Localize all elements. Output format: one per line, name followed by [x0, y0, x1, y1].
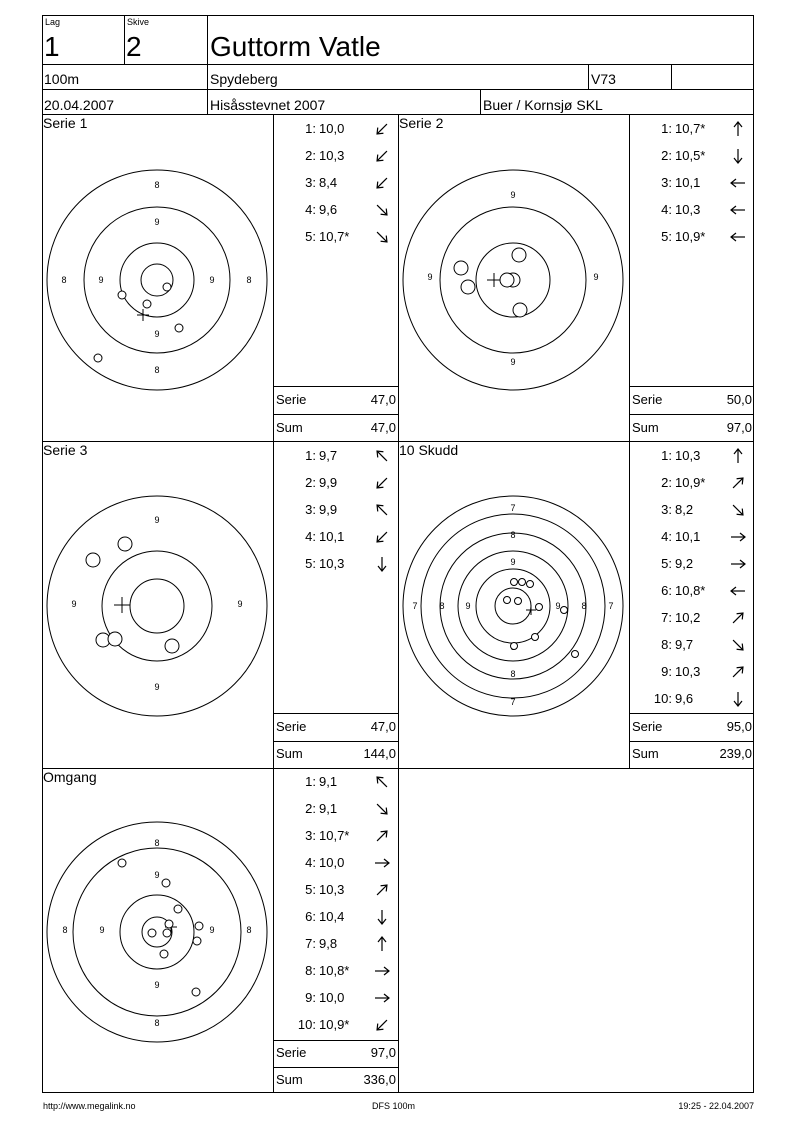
shot-number: 7: [661, 610, 672, 625]
lag-value: 1 [44, 31, 60, 62]
shot-direction-arrow-icon [373, 120, 391, 138]
shot-number: 5: [661, 229, 672, 244]
shot-direction-arrow-icon [373, 881, 391, 899]
skive-label: Skive [127, 17, 150, 27]
shot-value: 10,7* [319, 229, 350, 244]
omgang-shot-row [276, 855, 359, 870]
skudd10-target [401, 494, 625, 718]
shot-value: 10,7* [319, 828, 350, 843]
shot-direction-arrow-icon [729, 663, 747, 681]
skudd10-ring-9-right: 9 [555, 601, 561, 611]
grid-row2 [42, 441, 754, 442]
shot-number: 2: [305, 801, 316, 816]
shot-direction-arrow-icon [373, 555, 391, 573]
shot-value: 10,3 [675, 202, 701, 217]
shot-direction-arrow-icon [373, 854, 391, 872]
serie2-ring-9-left: 9 [427, 272, 433, 282]
shot-direction-arrow-icon [373, 962, 391, 980]
shot-number: 1: [305, 774, 316, 789]
shot-number: 5: [305, 882, 316, 897]
shot-number: 5: [305, 556, 316, 571]
shot-direction-arrow-icon [373, 989, 391, 1007]
serie1-sum-value: 47,0 [370, 420, 396, 435]
omgang-sum-value: 336,0 [363, 1072, 396, 1087]
shot-value: 10,9* [675, 475, 706, 490]
shot-number: 3: [661, 502, 672, 517]
shot-number: 3: [305, 828, 316, 843]
serie3-sum-label: Sum [276, 746, 303, 761]
skudd10-ring-8-left: 8 [439, 601, 445, 611]
shot-direction-arrow-icon [729, 174, 747, 192]
footer-url[interactable]: http://www.megalink.no [43, 1101, 136, 1111]
shot-direction-arrow-icon [729, 609, 747, 627]
shot-value: 10,3 [675, 664, 701, 679]
skudd10-shot-row [632, 502, 715, 517]
shot-value: 10,9* [319, 1017, 350, 1032]
shot-number: 8: [305, 963, 316, 978]
skudd10-ring-8-top: 8 [510, 530, 516, 540]
shot-value: 10,7* [675, 121, 706, 136]
serie1-shot-row [276, 121, 359, 136]
shot-direction-arrow-icon [373, 800, 391, 818]
shot-direction-arrow-icon [729, 447, 747, 465]
shot-value: 10,1 [319, 529, 345, 544]
shot-number: 3: [305, 502, 316, 517]
footer-program: DFS 100m [372, 1101, 416, 1111]
serie2-title: Serie 2 [399, 115, 444, 131]
header-vdiv-name [207, 15, 208, 115]
serie2-sum-value: 97,0 [726, 420, 752, 435]
shot-number: 5: [661, 556, 672, 571]
skudd10-ring-7-bottom: 7 [510, 697, 516, 707]
shot-value: 9,6 [675, 691, 694, 706]
shot-number: 5: [305, 229, 316, 244]
serie3-serie-label: Serie [276, 719, 307, 734]
shot-direction-arrow-icon [373, 827, 391, 845]
skudd10-shot-row [632, 583, 715, 598]
shot-value: 10,9* [675, 229, 706, 244]
date: 20.04.2007 [44, 97, 115, 113]
skudd10-sum-top [629, 713, 754, 714]
skudd10-shot-row [632, 637, 715, 652]
omgang-shot-row [276, 774, 359, 789]
serie3-target [45, 494, 269, 718]
shot-number: 3: [305, 175, 316, 190]
serie1-ring-9-left: 9 [98, 275, 104, 285]
serie2-ring-9-top: 9 [510, 190, 516, 200]
shot-value: 9,8 [319, 936, 338, 951]
shot-direction-arrow-icon [373, 147, 391, 165]
serie3-shot-row [276, 556, 359, 571]
serie1-ring-8-bottom: 8 [154, 365, 160, 375]
serie3-serie-value: 47,0 [370, 719, 396, 734]
shot-direction-arrow-icon [373, 773, 391, 791]
serie1-ring-9-top: 9 [154, 217, 160, 227]
shot-direction-arrow-icon [729, 555, 747, 573]
shot-direction-arrow-icon [373, 528, 391, 546]
shot-value: 9,1 [319, 801, 338, 816]
shooter-name: Guttorm Vatle [210, 31, 381, 62]
serie3-shot-row [276, 448, 359, 463]
serie1-sum-top [273, 386, 398, 387]
omgang-sum-top [273, 1040, 398, 1041]
shot-number: 3: [661, 175, 672, 190]
skudd10-shot-row [632, 610, 715, 625]
shot-direction-arrow-icon [729, 690, 747, 708]
omgang-ring-8-top: 8 [154, 838, 160, 848]
skudd10-serie-label: Serie [632, 719, 663, 734]
omgang-shot-row [276, 1017, 359, 1032]
serie2-shot-row [632, 121, 715, 136]
serie2-target [401, 168, 625, 392]
serie3-ring-9-bottom: 9 [154, 682, 160, 692]
shot-direction-arrow-icon [373, 201, 391, 219]
skudd10-sum-value: 239,0 [719, 746, 752, 761]
shot-number: 4: [305, 202, 316, 217]
skudd10-sum-label: Sum [632, 746, 659, 761]
place: Buer / Kornsjø SKL [483, 97, 603, 113]
shot-direction-arrow-icon [729, 201, 747, 219]
shot-value: 10,0 [319, 855, 345, 870]
skudd10-shot-row [632, 448, 715, 463]
shot-direction-arrow-icon [373, 935, 391, 953]
serie1-ring-9-bottom: 9 [154, 329, 160, 339]
shot-direction-arrow-icon [729, 228, 747, 246]
shot-number: 8: [661, 637, 672, 652]
serie1-ring-8-left: 8 [61, 275, 67, 285]
serie1-ring-9-right: 9 [209, 275, 215, 285]
grid-shots-right [629, 114, 630, 769]
skudd10-ring-9-left: 9 [465, 601, 471, 611]
serie3-shot-row [276, 529, 359, 544]
shot-direction-arrow-icon [729, 147, 747, 165]
footer-timestamp: 19:25 - 22.04.2007 [678, 1101, 754, 1111]
skudd10-title: 10 Skudd [399, 442, 459, 458]
shot-number: 4: [661, 202, 672, 217]
serie2-serie-value: 50,0 [726, 392, 752, 407]
shot-value: 9,6 [319, 202, 338, 217]
shot-number: 10: [297, 1017, 316, 1032]
serie3-title: Serie 3 [43, 442, 88, 458]
omgang-target [45, 820, 269, 1044]
shot-value: 10,0 [319, 990, 345, 1005]
serie2-shot-row [632, 229, 715, 244]
shot-value: 10,1 [675, 529, 701, 544]
serie1-sum-label: Sum [276, 420, 303, 435]
serie3-shot-row [276, 475, 359, 490]
omgang-serie-label: Serie [276, 1045, 307, 1060]
skudd10-shot-row [632, 475, 715, 490]
serie3-shot-row [276, 502, 359, 517]
serie1-shot-row [276, 148, 359, 163]
shot-direction-arrow-icon [729, 474, 747, 492]
shot-number: 9: [305, 990, 316, 1005]
skudd10-shot-row [632, 691, 715, 706]
shot-direction-arrow-icon [373, 908, 391, 926]
shot-direction-arrow-icon [729, 582, 747, 600]
serie2-ring-9-bottom: 9 [510, 357, 516, 367]
serie3-sum-top [273, 713, 398, 714]
omgang-shot-row [276, 963, 359, 978]
shot-value: 9,7 [675, 637, 694, 652]
shot-value: 10,3 [319, 556, 345, 571]
shot-value: 9,7 [319, 448, 338, 463]
lag-label: Lag [45, 17, 61, 27]
shot-number: 9: [661, 664, 672, 679]
shot-number: 2: [305, 148, 316, 163]
omgang-ring-9-top: 9 [154, 870, 160, 880]
shot-number: 2: [661, 148, 672, 163]
omgang-shot-row [276, 936, 359, 951]
skudd10-ring-7-top: 7 [510, 503, 516, 513]
omgang-sum-label: Sum [276, 1072, 303, 1087]
serie2-sum-label: Sum [632, 420, 659, 435]
shot-number: 6: [305, 909, 316, 924]
header-vdiv-lag [124, 15, 125, 65]
header-divider-2 [42, 89, 754, 90]
shot-value: 10,1 [675, 175, 701, 190]
shot-value: 9,9 [319, 475, 338, 490]
serie1-serie-value: 47,0 [370, 392, 396, 407]
omgang-shot-row [276, 828, 359, 843]
skudd10-ring-7-right: 7 [608, 601, 614, 611]
shot-direction-arrow-icon [373, 447, 391, 465]
shot-direction-arrow-icon [729, 636, 747, 654]
shot-value: 10,2 [675, 610, 701, 625]
shot-value: 9,9 [319, 502, 338, 517]
header-vdiv-class2 [671, 64, 672, 90]
omgang-shot-row [276, 882, 359, 897]
shot-value: 10,3 [675, 448, 701, 463]
shot-number: 2: [661, 475, 672, 490]
omgang-shot-row [276, 909, 359, 924]
shot-number: 1: [661, 121, 672, 136]
weapon-class: V73 [591, 71, 616, 87]
serie1-title: Serie 1 [43, 115, 88, 131]
serie2-serie-label: Serie [632, 392, 663, 407]
shot-value: 10,8* [675, 583, 706, 598]
skudd10-shot-row [632, 556, 715, 571]
event-name: Hisåsstevnet 2007 [210, 97, 326, 113]
shot-number: 6: [661, 583, 672, 598]
header-vdiv-class [588, 64, 589, 90]
omgang-serie-value: 97,0 [370, 1045, 396, 1060]
serie3-ring-9-top: 9 [154, 515, 160, 525]
shot-number: 10: [653, 691, 672, 706]
omgang-sum-mid [273, 1067, 398, 1068]
omgang-shot-row [276, 990, 359, 1005]
header-divider-1 [42, 64, 754, 65]
serie2-shot-row [632, 148, 715, 163]
grid-omgang-right [398, 768, 399, 1093]
serie2-ring-9-right: 9 [593, 272, 599, 282]
omgang-ring-8-bottom: 8 [154, 1018, 160, 1028]
serie1-serie-label: Serie [276, 392, 307, 407]
club: Spydeberg [210, 71, 278, 87]
omgang-ring-9-left: 9 [99, 925, 105, 935]
shot-number: 2: [305, 475, 316, 490]
distance: 100m [44, 71, 80, 87]
serie2-shot-row [632, 202, 715, 217]
skudd10-shot-row [632, 664, 715, 679]
serie1-ring-8-top: 8 [154, 180, 160, 190]
omgang-ring-9-bottom: 9 [154, 980, 160, 990]
skudd10-ring-7-left: 7 [412, 601, 418, 611]
shot-number: 1: [305, 448, 316, 463]
shot-value: 10,4 [319, 909, 345, 924]
shot-value: 9,2 [675, 556, 694, 571]
shot-direction-arrow-icon [729, 120, 747, 138]
shot-number: 4: [661, 529, 672, 544]
shot-direction-arrow-icon [373, 474, 391, 492]
shot-value: 8,4 [319, 175, 338, 190]
header-vdiv-place [480, 89, 481, 115]
skudd10-ring-9-top: 9 [510, 557, 516, 567]
serie1-shot-row [276, 175, 359, 190]
skudd10-serie-value: 95,0 [726, 719, 752, 734]
omgang-shot-row [276, 801, 359, 816]
shot-number: 1: [305, 121, 316, 136]
shot-value: 9,1 [319, 774, 338, 789]
omgang-ring-8-right: 8 [246, 925, 252, 935]
shot-value: 10,0 [319, 121, 345, 136]
shot-direction-arrow-icon [373, 501, 391, 519]
shot-value: 10,3 [319, 148, 345, 163]
serie2-shot-row [632, 175, 715, 190]
shot-direction-arrow-icon [373, 174, 391, 192]
serie1-shot-row [276, 202, 359, 217]
shot-direction-arrow-icon [373, 1016, 391, 1034]
shot-number: 1: [661, 448, 672, 463]
shot-number: 4: [305, 529, 316, 544]
shot-value: 8,2 [675, 502, 694, 517]
skudd10-ring-8-right: 8 [581, 601, 587, 611]
serie1-shot-row [276, 229, 359, 244]
serie3-ring-9-left: 9 [71, 599, 77, 609]
skive-value: 2 [126, 31, 142, 62]
shot-direction-arrow-icon [729, 528, 747, 546]
shot-direction-arrow-icon [373, 228, 391, 246]
serie2-sum-top [629, 386, 754, 387]
skudd10-sum-mid [629, 741, 754, 742]
skudd10-shot-row [632, 529, 715, 544]
serie3-sum-value: 144,0 [363, 746, 396, 761]
serie2-sum-mid [629, 414, 754, 415]
shot-value: 10,8* [319, 963, 350, 978]
omgang-ring-9-right: 9 [209, 925, 215, 935]
shot-value: 10,3 [319, 882, 345, 897]
shot-number: 4: [305, 855, 316, 870]
serie1-ring-8-right: 8 [246, 275, 252, 285]
omgang-title: Omgang [43, 769, 97, 785]
serie3-ring-9-right: 9 [237, 599, 243, 609]
skudd10-ring-8-bottom: 8 [510, 669, 516, 679]
shot-direction-arrow-icon [729, 501, 747, 519]
serie1-target [45, 168, 269, 392]
serie1-sum-mid [273, 414, 398, 415]
omgang-ring-8-left: 8 [62, 925, 68, 935]
grid-shots-left [273, 114, 274, 1093]
serie3-sum-mid [273, 741, 398, 742]
shot-number: 7: [305, 936, 316, 951]
shot-value: 10,5* [675, 148, 706, 163]
